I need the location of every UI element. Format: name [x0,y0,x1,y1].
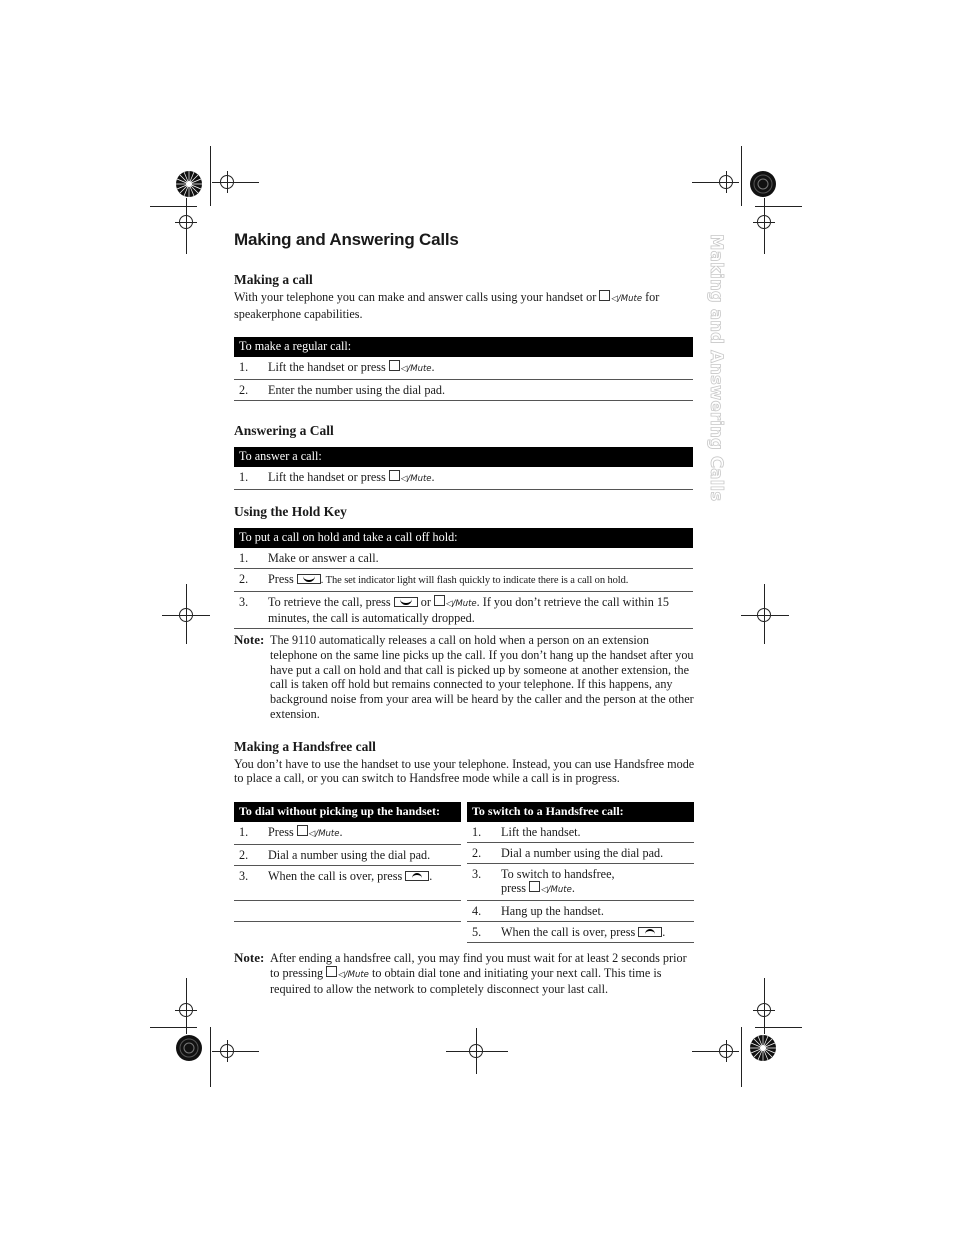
mute-label: /Mute [344,969,369,980]
section-handsfree [234,739,696,943]
table-row [467,842,694,863]
section-heading: Using the Hold Key [234,504,347,519]
side-tab [700,234,730,502]
registration-mark-icon [719,1044,733,1058]
step-number: 2. [234,569,268,592]
color-bar-icon [749,1034,777,1062]
step-text-part: When the call is over, press [501,924,636,939]
registration-mark-icon [220,175,234,189]
speaker-key-icon [599,290,610,301]
table-header: To put a call on hold and take a call off hold: [234,528,693,548]
section-heading: Answering a Call [234,423,334,438]
step-text-part: or [420,595,431,609]
speaker-icon: ◁ [541,884,548,895]
table-row [234,900,461,921]
table-row [234,822,461,845]
step-number: 4. [467,900,501,921]
step-text [268,592,693,629]
mute-label: /Mute [617,294,643,304]
color-bar-icon [749,170,777,198]
crop-line [150,1027,197,1028]
note [234,633,696,722]
step-number: 1. [467,822,501,843]
crop-line [150,206,197,207]
crop-line [210,146,211,206]
step-text-part: . [431,360,435,374]
crop-line [741,1027,742,1087]
table-row [234,548,693,569]
table-row [234,569,693,592]
table-row [234,844,461,865]
section-heading: Making a call [234,272,313,287]
step-text-part: press [501,880,527,895]
empty-cell [234,900,268,921]
crop-line [755,1027,802,1028]
step-text-part: . [431,470,435,484]
step-text-part: . [429,868,433,883]
registration-mark-icon [469,1044,483,1058]
speaker-icon: ◁ [445,599,453,609]
speaker-icon: ◁ [338,969,345,980]
step-text-part: . If you don’t retrieve the call within 15 minutes, the call is automatically dropped. [268,595,670,625]
step-text [268,569,693,592]
steps-table [234,447,693,490]
intro-text: With your telephone you can make and answer calls using your handset or [234,290,597,304]
crop-line [741,146,742,206]
speaker-icon: ◁ [400,474,408,484]
table-header: To switch to a Handsfree call: [467,802,694,822]
mute-label: /Mute [407,474,432,484]
intro-paragraph [234,290,696,321]
steps-table [234,528,693,629]
color-bar-icon [175,1034,203,1062]
handsfree-tables [234,802,696,943]
speaker-key-icon [297,825,308,836]
intro-paragraph: You don’t have to use the handset to use your telephone. Instead, you can use Handsfree mode to place a call, or you can switch to Handsfree mode while a call is in progress. [234,756,695,786]
registration-mark-icon [220,1044,234,1058]
note-text: to obtain dial tone and initiating your next call. This time is required to allow the network to completely disconnect your last call. [270,965,662,997]
section-making-call [234,272,696,401]
step-text-part: Lift the handset or press [268,360,386,374]
step-text-part: To switch to handsfree, [501,866,615,881]
registration-mark-icon [719,175,733,189]
step-number: 1. [234,548,268,569]
mute-label: /Mute [315,828,340,839]
crop-line [755,206,802,207]
table-header: To dial without picking up the handset: [234,802,461,822]
step-text-part: When the call is over, press [268,868,403,883]
table-row [467,863,694,900]
note-text: After ending a handsfree call, you may find you must wait for at least 2 seconds prior to pressing [270,950,687,980]
registration-mark-icon [179,1003,193,1017]
crop-line [210,1027,211,1087]
note [234,951,696,997]
step-text: Lift the handset. [501,822,694,843]
section-answering [234,423,696,490]
step-text [268,822,461,845]
step-text-part: To retrieve the call, press [268,595,391,609]
step-text-part: Press [268,572,294,586]
step-text [268,865,461,900]
step-text [268,467,693,490]
table-row [234,592,693,629]
table-row [467,822,694,843]
table-row [234,467,693,490]
color-bar-icon [175,170,203,198]
hold-key-icon [394,597,418,607]
step-text: Dial a number using the dial pad. [268,844,461,865]
step-text [268,357,693,380]
step-number: 2. [467,842,501,863]
step-number: 2. [234,844,268,865]
end-call-key-icon [638,927,662,937]
speaker-key-icon [529,881,540,892]
steps-table [234,802,461,922]
step-text [501,921,694,942]
intro-text: for speakerphone capabilities. [234,290,660,321]
table-row [234,865,461,900]
note-text: The 9110 automatically releases a call on hold when a person on an extension telephone on the same line picks up the call. If you don’t hang up the handset after you have put a call on hold and that call is picked up by someone at another extension, the call is taken off hold but remains connected to your telephone. If this happens, any background noise from your area will be heard by the caller and the person at the other extension. [270,633,694,721]
step-number: 1. [234,467,268,490]
step-number: 2. [234,380,268,401]
step-number: 1. [234,822,268,845]
registration-mark-icon [179,608,193,622]
step-text-part: Press [268,824,294,839]
speaker-key-icon [389,360,400,371]
note-label: Note: [234,632,265,647]
step-text-part: . [571,880,575,895]
table-row [467,921,694,942]
speaker-key-icon [326,966,337,977]
registration-mark-icon [757,215,771,229]
table-row [234,357,693,380]
section-hold [234,504,696,629]
speaker-icon: ◁ [308,828,316,839]
step-text: Dial a number using the dial pad. [501,842,694,863]
step-text: Enter the number using the dial pad. [268,380,693,401]
step-number: 1. [234,357,268,380]
section-heading: Making a Handsfree call [234,738,376,754]
mute-label: /Mute [452,599,477,609]
handsfree-left [234,802,461,943]
hold-key-icon [297,574,321,584]
table-header: To answer a call: [234,447,693,467]
step-text-part: Lift the handset or press [268,470,386,484]
table-row [467,900,694,921]
steps-table [467,802,694,943]
step-text-part: . [339,824,343,839]
page-content [234,230,696,997]
mute-label: /Mute [407,364,432,374]
empty-cell [268,900,461,921]
table-header: To make a regular call: [234,337,693,357]
registration-mark-icon [179,215,193,229]
end-call-key-icon [405,871,429,881]
registration-mark-icon [757,1003,771,1017]
step-text-part: . The set indicator light will flash quickly to indicate there is a call on hold. [320,575,629,586]
side-tab-label: Making and Answering Calls [707,234,726,502]
step-text: Hang up the handset. [501,900,694,921]
speaker-key-icon [389,470,400,481]
steps-table [234,337,693,401]
step-number: 5. [467,921,501,942]
handsfree-right [467,802,694,943]
speaker-key-icon [434,595,445,606]
registration-mark-icon [757,608,771,622]
table-row [234,380,693,401]
page-title: Making and Answering Calls [234,230,459,249]
note-label: Note: [234,949,265,965]
speaker-icon: ◁ [400,364,408,374]
step-text [501,863,694,900]
mute-label: /Mute [547,884,572,895]
step-number: 3. [234,592,268,629]
speaker-icon: ◁ [611,294,618,304]
step-number: 3. [234,865,268,900]
step-number: 3. [467,863,501,900]
step-text: Make or answer a call. [268,548,693,569]
step-text-part: . [662,924,666,939]
